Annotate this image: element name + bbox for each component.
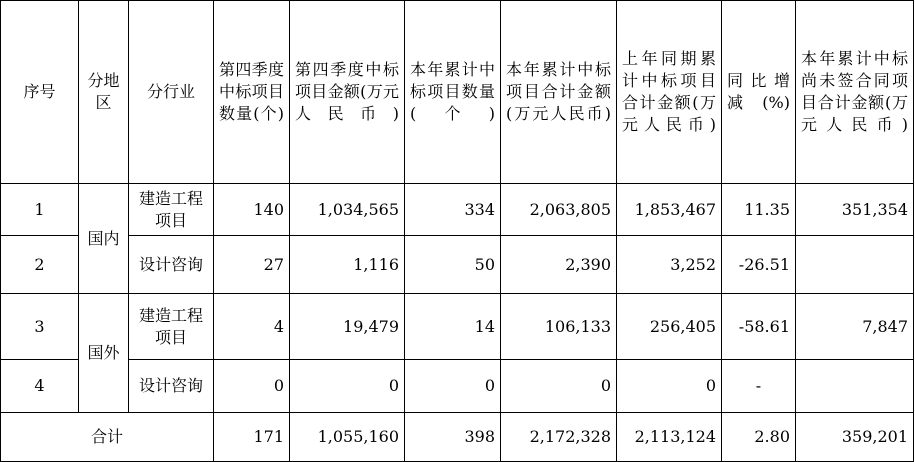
cell-q4-count: 27 [214, 236, 290, 294]
header-ly-amount: 上年同期累计中标项目合计金额(万元人民币) [617, 1, 722, 184]
header-row [1, 1, 914, 184]
header-yoy: 同比增减(%) [722, 1, 796, 184]
total-label: 合计 [1, 413, 214, 462]
cell-ytd-amount: 0 [501, 360, 617, 413]
cell-seq: 4 [1, 360, 79, 413]
table-row [1, 236, 914, 294]
table-row [1, 360, 914, 413]
cell-ytd-amount: 106,133 [501, 294, 617, 360]
cell-q4-count: 0 [214, 360, 290, 413]
cell-ly-amount: 3,252 [617, 236, 722, 294]
cell-industry: 设计咨询 [129, 360, 214, 413]
header-ytd-amount: 本年累计中标项目合计金额(万元人民币) [501, 1, 617, 184]
cell-yoy: -58.61 [722, 294, 796, 360]
header-region: 分地区 [79, 1, 129, 184]
cell-unsigned: 351,354 [796, 184, 914, 236]
cell-region-domestic: 国内 [79, 184, 129, 294]
header-unsigned: 本年累计中标尚未签合同项目合计金额(万元人民币) [796, 1, 914, 184]
cell-industry: 建造工程项目 [129, 184, 214, 236]
cell-q4-count: 140 [214, 184, 290, 236]
cell-yoy: -26.51 [722, 236, 796, 294]
cell-yoy: - [722, 360, 796, 413]
cell-industry: 设计咨询 [129, 236, 214, 294]
cell-seq: 3 [1, 294, 79, 360]
cell-unsigned: 7,847 [796, 294, 914, 360]
header-industry: 分行业 [129, 1, 214, 184]
cell-ytd-amount: 2,390 [501, 236, 617, 294]
total-q4-amount: 1,055,160 [290, 413, 405, 462]
header-q4-count: 第四季度中标项目数量(个) [214, 1, 290, 184]
table-row [1, 294, 914, 360]
cell-seq: 2 [1, 236, 79, 294]
table-row [1, 184, 914, 236]
cell-unsigned [796, 236, 914, 294]
total-yoy: 2.80 [722, 413, 796, 462]
cell-seq: 1 [1, 184, 79, 236]
total-row [1, 413, 914, 462]
cell-q4-amount: 19,479 [290, 294, 405, 360]
cell-q4-amount: 1,116 [290, 236, 405, 294]
cell-q4-count: 4 [214, 294, 290, 360]
cell-region-overseas: 国外 [79, 294, 129, 413]
cell-ly-amount: 256,405 [617, 294, 722, 360]
header-ytd-count: 本年累计中标项目数量(个) [405, 1, 501, 184]
total-q4-count: 171 [214, 413, 290, 462]
total-ytd-count: 398 [405, 413, 501, 462]
cell-ytd-count: 14 [405, 294, 501, 360]
cell-ytd-count: 50 [405, 236, 501, 294]
header-seq: 序号 [1, 1, 79, 184]
cell-q4-amount: 1,034,565 [290, 184, 405, 236]
cell-ly-amount: 0 [617, 360, 722, 413]
total-ly-amount: 2,113,124 [617, 413, 722, 462]
cell-industry: 建造工程项目 [129, 294, 214, 360]
cell-yoy: 11.35 [722, 184, 796, 236]
cell-ytd-amount: 2,063,805 [501, 184, 617, 236]
cell-unsigned [796, 360, 914, 413]
header-q4-amount: 第四季度中标项目金额(万元人民币) [290, 1, 405, 184]
total-unsigned: 359,201 [796, 413, 914, 462]
total-ytd-amount: 2,172,328 [501, 413, 617, 462]
cell-q4-amount: 0 [290, 360, 405, 413]
cell-ytd-count: 334 [405, 184, 501, 236]
cell-ytd-count: 0 [405, 360, 501, 413]
cell-ly-amount: 1,853,467 [617, 184, 722, 236]
